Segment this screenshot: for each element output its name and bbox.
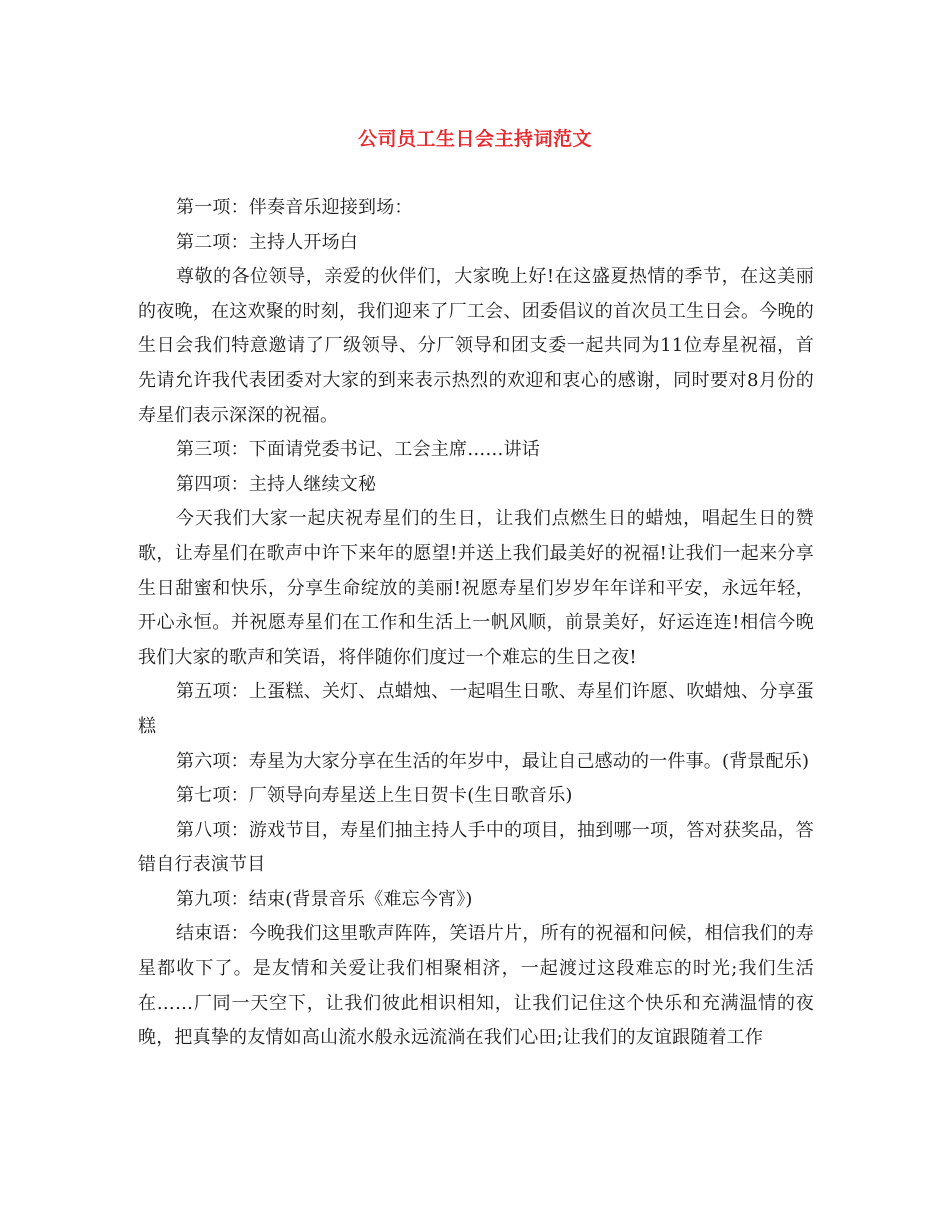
paragraph-item-2: 第二项：主持人开场白 (176, 231, 358, 253)
paragraph-birthday-wishes: 今天我们大家一起庆祝寿星们的生日，让我们点燃生日的蜡烛，唱起生日的赞歌，让寿星们在歌声中许下来年的愿望!并送上我们最美好的祝福!让我们一起来分享生日甜蜜和快乐，分享生命绽放的美丽!祝愿寿星们岁岁年年详和平安，永远年轻，开心永恒。并祝愿寿星们在工作和生活上一帆风顺，前景美好，好运连连!相信今晚我们大家的歌声和笑语，将伴随你们度过一个难忘的生日之夜! (138, 508, 814, 668)
paragraph-item-5: 第五项：上蛋糕、关灯、点蜡烛、一起唱生日歌、寿星们许愿、吹蜡烛、分享蛋糕 (138, 681, 814, 737)
document-body (138, 191, 814, 1056)
paragraph-item-3: 第三项：下面请党委书记、工会主席……讲话 (176, 439, 540, 461)
paragraph-item-8: 第八项：游戏节目，寿星们抽主持人手中的项目，抽到哪一项，答对获奖品，答错自行表演节目 (138, 819, 814, 876)
paragraph-item-4: 第四项：主持人继续文秘 (176, 473, 377, 495)
document-title: 公司员工生日会主持词范文 (357, 128, 592, 150)
paragraph-closing-speech: 结束语：今晚我们这里歌声阵阵，笑语片片，所有的祝福和问候，相信我们的寿星都收下了。是友情和关爱让我们相聚相济，一起渡过这段难忘的时光;我们生活在……厂同一天空下，让我们彼此相识相知，让我们记住这个快乐和充满温情的夜晚，把真挚的友情如高山流水般永远流淌在我们心田;让我们的友谊跟随着工作 (138, 923, 814, 1049)
paragraph-item-6: 第六项：寿星为大家分享在生活的年岁中，最让自己感动的一件事。(背景配乐) (176, 750, 810, 772)
paragraph-item-9: 第九项：结束(背景音乐《难忘今宵》) (176, 888, 473, 910)
paragraph-opening-speech: 尊敬的各位领导，亲爱的伙伴们，大家晚上好!在这盛夏热情的季节，在这美丽的夜晚，在这欢聚的时刻，我们迎来了厂工会、团委倡议的首次员工生日会。今晚的生日会我们特意邀请了厂级领导、分厂领导和团支委一起共同为11位寿星祝福，首先请允许我代表团委对大家的到来表示热烈的欢迎和衷心的感谢，同时要对8月份的寿星们表示深深的祝福。 (138, 266, 814, 426)
paragraph-item-1: 第一项：伴奏音乐迎接到场： (176, 197, 413, 218)
paragraph-item-7: 第七项：厂领导向寿星送上生日贺卡(生日歌音乐) (176, 785, 573, 807)
